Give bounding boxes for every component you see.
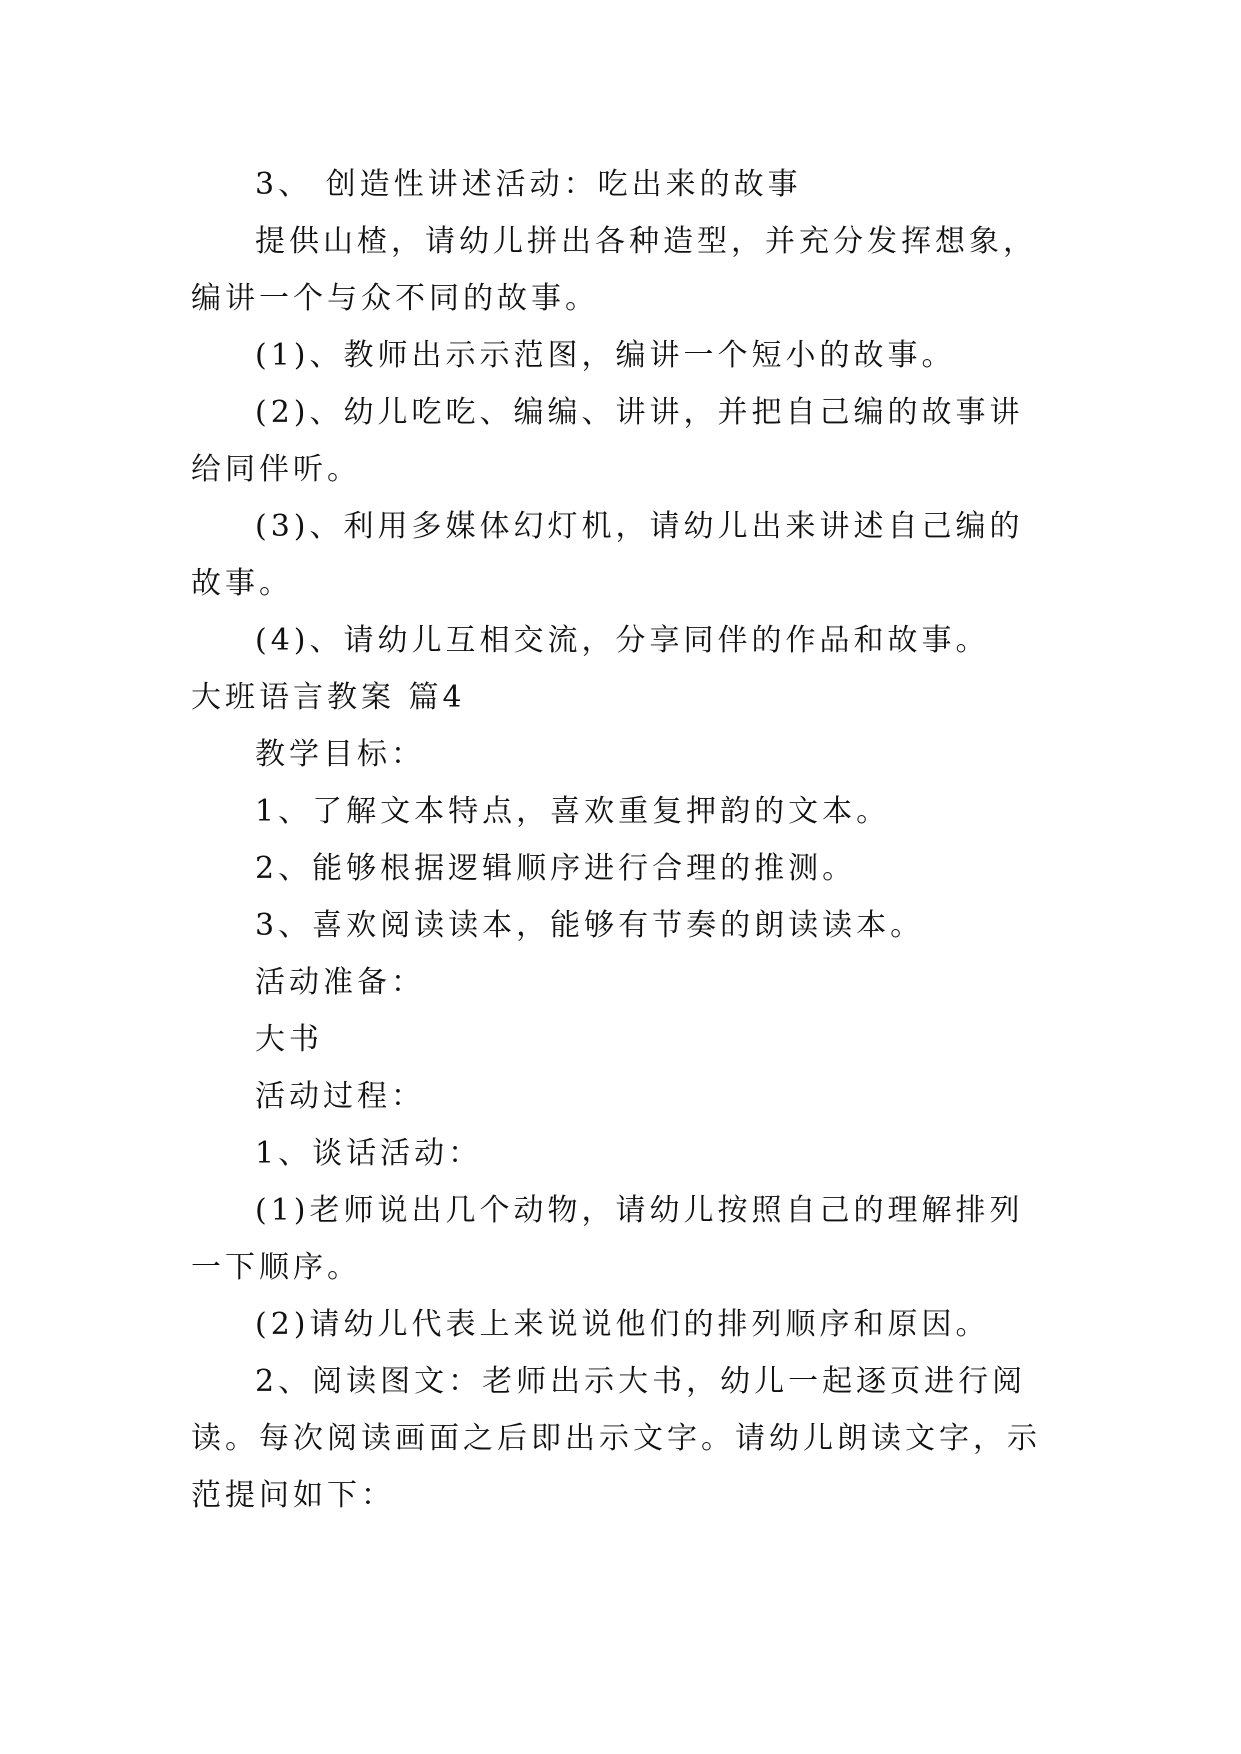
- paragraph: 1、了解文本特点，喜欢重复押韵的文本。: [255, 794, 891, 829]
- paragraph: (4)、请幼儿互相交流，分享同伴的作品和故事。: [255, 623, 990, 658]
- paragraph: (2)、幼儿吃吃、编编、讲讲，并把自己编的故事讲给同伴听。: [191, 395, 1024, 487]
- paragraph: 2、能够根据逻辑顺序进行合理的推测。: [255, 851, 857, 886]
- paragraph: (1)、教师出示示范图，编讲一个短小的故事。: [255, 338, 956, 373]
- paragraph: 教学目标：: [255, 737, 425, 772]
- paragraph: (3)、利用多媒体幻灯机，请幼儿出来讲述自己编的故事。: [191, 509, 1024, 601]
- paragraph: 3、 创造性讲述活动：吃出来的故事: [255, 167, 802, 202]
- paragraph: 1、谈话活动：: [255, 1136, 483, 1171]
- document-body: [191, 156, 1051, 1524]
- paragraph: (1)老师说出几个动物，请幼儿按照自己的理解排列一下顺序。: [191, 1193, 1024, 1285]
- paragraph: 3、喜欢阅读读本，能够有节奏的朗读读本。: [255, 908, 925, 943]
- paragraph: 提供山楂，请幼儿拼出各种造型，并充分发挥想象，编讲一个与众不同的故事。: [191, 224, 1037, 316]
- paragraph: 活动准备：: [255, 965, 425, 1000]
- paragraph: 2、阅读图文：老师出示大书，幼儿一起逐页进行阅读。每次阅读画面之后即出示文字。请幼儿朗读文字，示范提问如下：: [191, 1364, 1041, 1513]
- paragraph: 大书: [255, 1022, 323, 1057]
- section-heading: 大班语言教案 篇4: [191, 680, 466, 715]
- paragraph: 活动过程：: [255, 1079, 425, 1114]
- paragraph: (2)请幼儿代表上来说说他们的排列顺序和原因。: [255, 1307, 990, 1342]
